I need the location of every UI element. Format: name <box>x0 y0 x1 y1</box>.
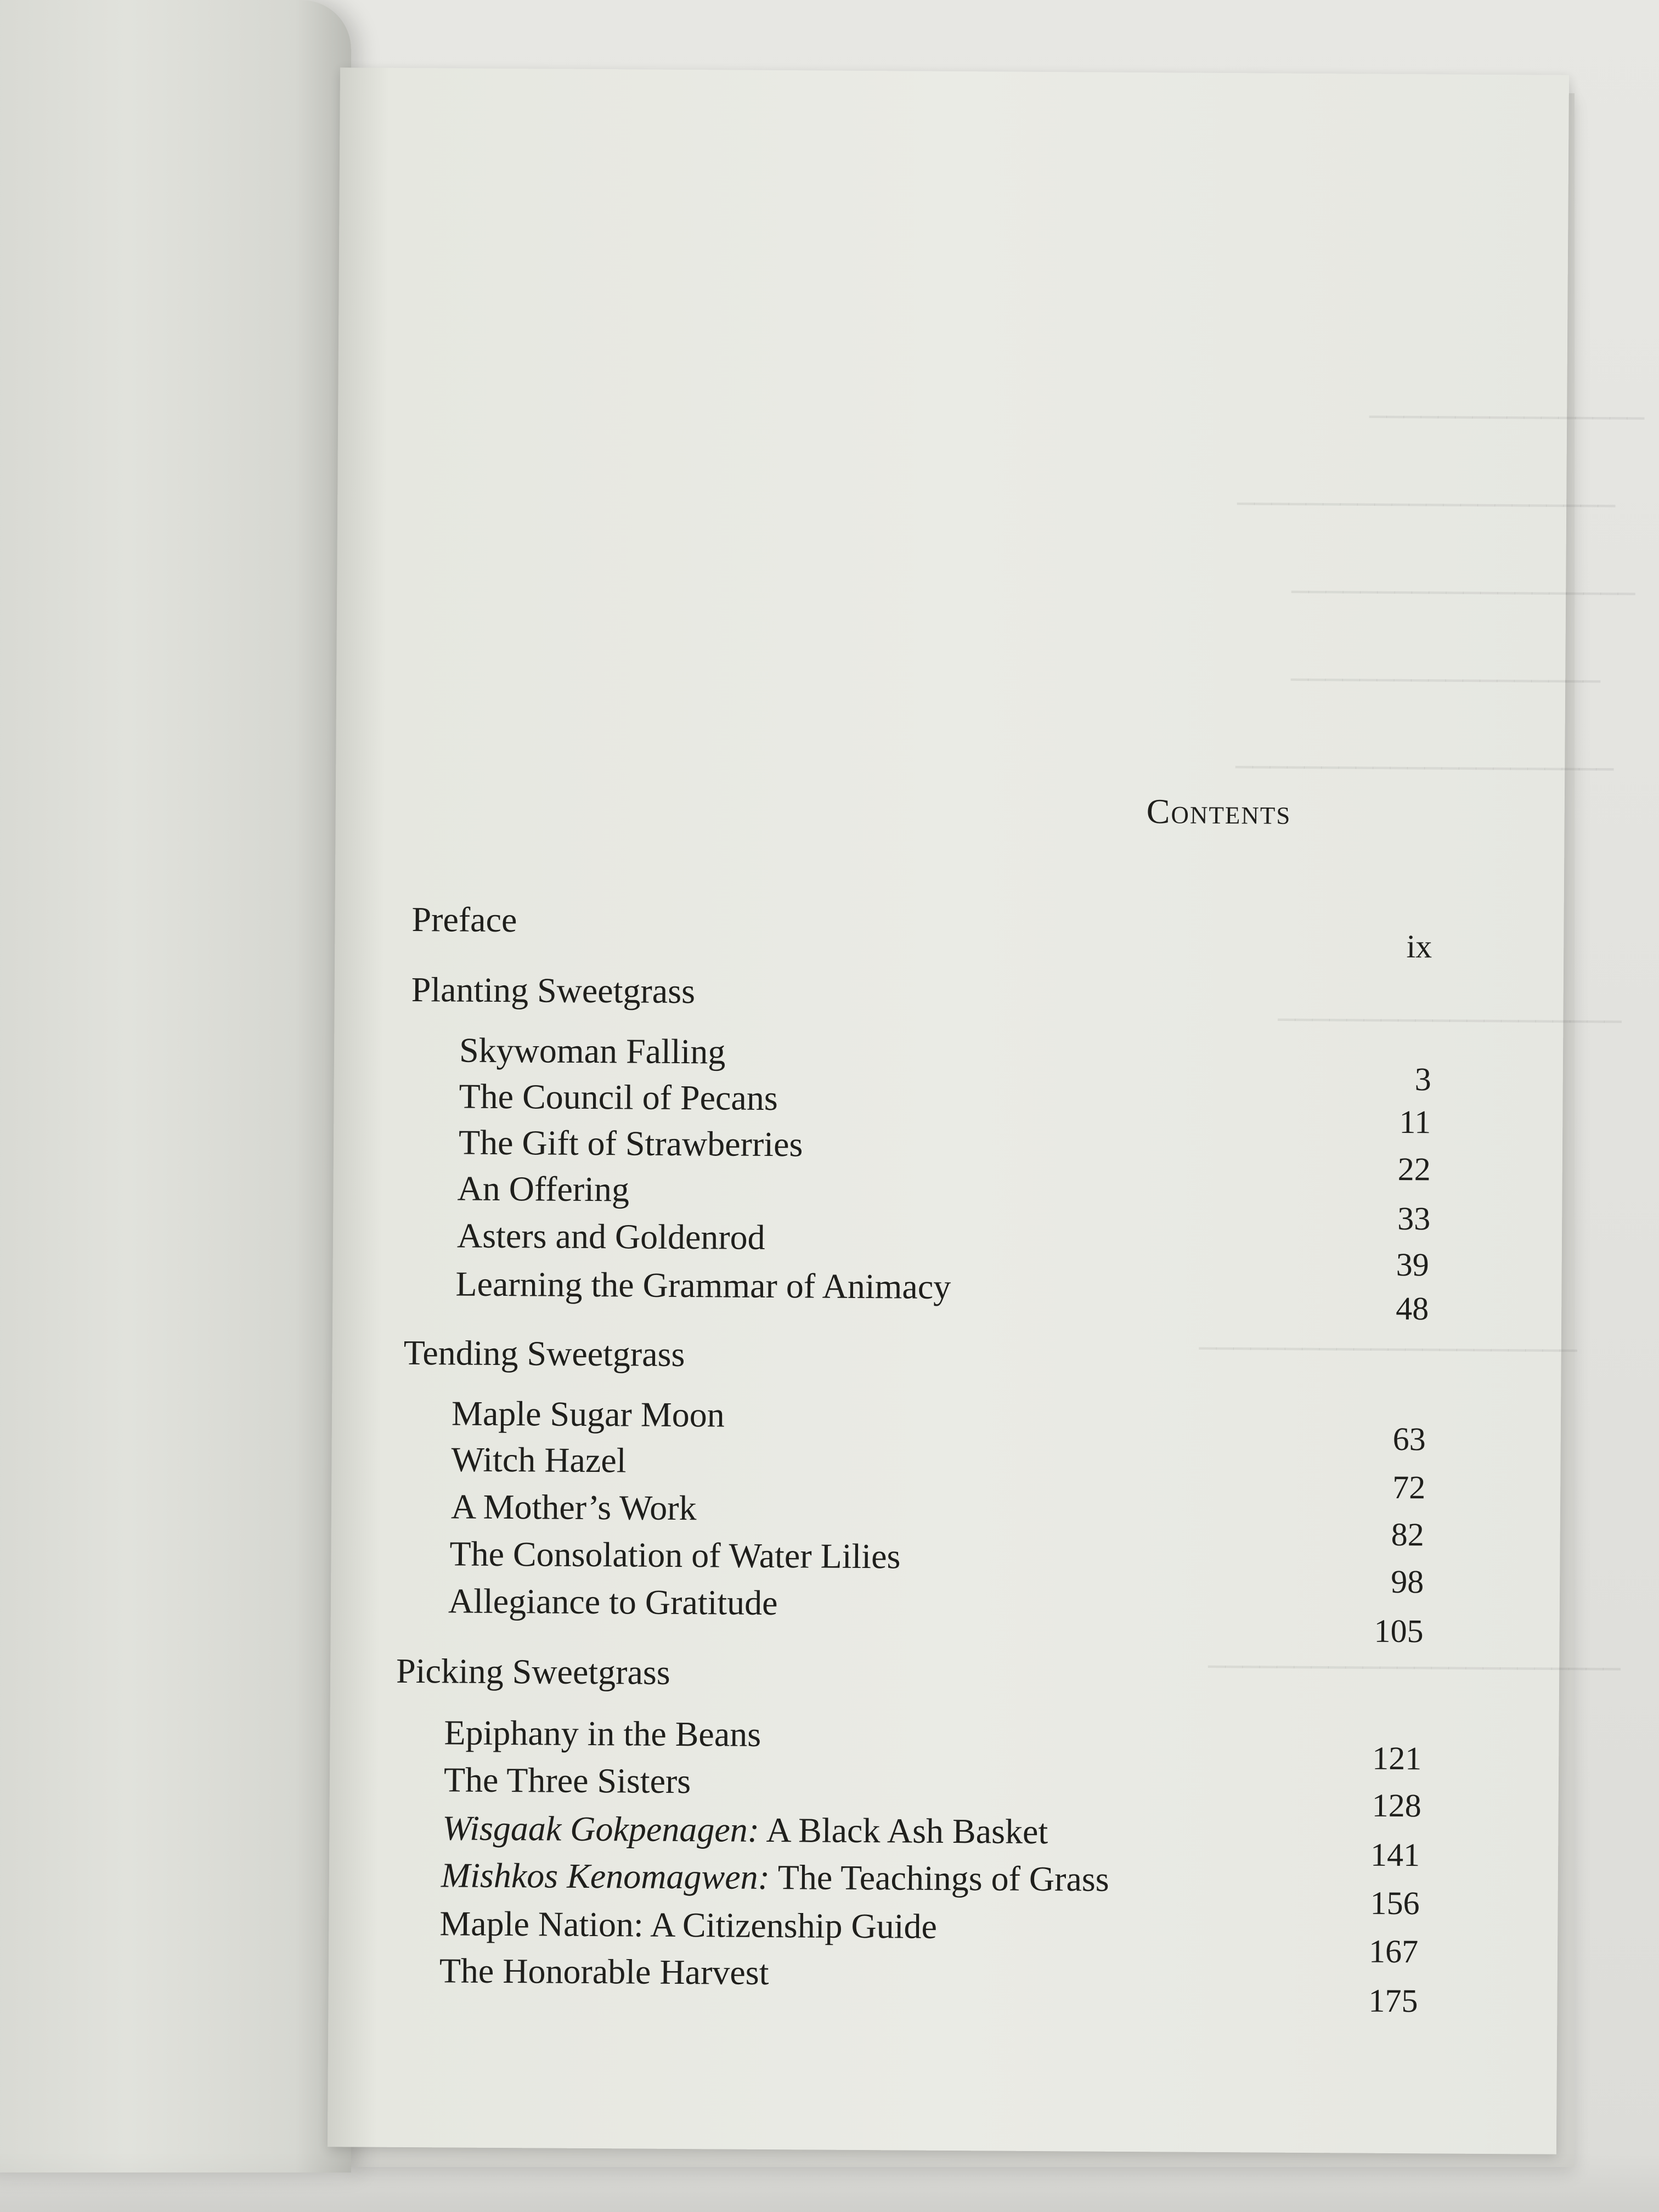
toc-entry: The Council of Pecans <box>459 1076 778 1118</box>
toc-page-number: 105 <box>1374 1612 1424 1650</box>
toc-page-number: 128 <box>1372 1787 1421 1824</box>
toc-page-number: 39 <box>1396 1246 1429 1283</box>
toc-entry: Maple Nation: A Citizenship Guide <box>439 1904 938 1946</box>
toc-entry: Witch Hazel <box>451 1440 627 1480</box>
toc-page-number: 82 <box>1391 1516 1424 1553</box>
section-heading-planting: Planting Sweetgrass <box>411 969 696 1011</box>
bleed-through-text: ──────────────────── <box>1278 1003 1622 1039</box>
toc-entry-wisgaak <box>442 1808 1048 1852</box>
contents-page <box>328 67 1645 2154</box>
bleed-through-text: ──────────────── <box>1369 400 1645 436</box>
bleed-through-text: ──────────────────────── <box>1208 1650 1621 1686</box>
toc-entry: An Offering <box>457 1169 630 1209</box>
toc-page-number: 63 <box>1392 1420 1426 1458</box>
toc-entry: Learning the Grammar of Animacy <box>455 1264 951 1306</box>
bleed-through-text: ──────────────────── <box>1291 575 1635 611</box>
toc-page-number: 175 <box>1368 1982 1418 2019</box>
bleed-through-text: ────────────────── <box>1291 663 1600 699</box>
bleed-through-text: ────────────────────── <box>1199 1332 1577 1368</box>
toc-entry: The Gift of Strawberries <box>458 1122 803 1164</box>
toc-entry-rest: A Black Ash Basket <box>759 1810 1048 1852</box>
toc-entry-mishkos <box>441 1855 1109 1899</box>
toc-page-number: 3 <box>1414 1061 1431 1098</box>
toc-entry-italic-part: Mishkos Kenomagwen: <box>441 1855 770 1897</box>
toc-entry: Maple Sugar Moon <box>451 1393 725 1435</box>
toc-entry: The Three Sisters <box>443 1760 691 1801</box>
toc-page-number: 48 <box>1396 1290 1429 1327</box>
section-heading-tending: Tending Sweetgrass <box>403 1333 685 1374</box>
toc-page-preface: ix <box>1406 928 1432 965</box>
toc-entry: The Consolation of Water Lilies <box>449 1534 901 1576</box>
bleed-through-text: ────────────────────── <box>1235 751 1614 787</box>
toc-page-number: 22 <box>1397 1150 1431 1188</box>
toc-page-number: 11 <box>1399 1103 1431 1141</box>
toc-page-number: 167 <box>1368 1933 1419 1970</box>
toc-entry-rest: The Teachings of Grass <box>769 1858 1109 1899</box>
page-title: Contents <box>1146 792 1291 832</box>
toc-entry: Allegiance to Gratitude <box>448 1581 778 1623</box>
toc-entry: The Honorable Harvest <box>439 1951 769 1992</box>
toc-page-number: 141 <box>1370 1836 1420 1874</box>
left-page <box>0 0 351 2172</box>
toc-page-number: 33 <box>1397 1200 1431 1237</box>
toc-page-number: 98 <box>1390 1563 1424 1600</box>
toc-page-number: 72 <box>1392 1469 1426 1506</box>
toc-entry-preface: Preface <box>411 899 517 940</box>
bleed-through-text: ────────────────────── <box>1237 488 1616 523</box>
toc-page-number: 156 <box>1370 1884 1420 1922</box>
table-of-contents <box>328 67 1569 2154</box>
toc-entry-italic-part: Wisgaak Gokpenagen: <box>442 1808 760 1849</box>
section-heading-picking: Picking Sweetgrass <box>396 1651 670 1692</box>
bottom-shadow <box>0 2152 1659 2212</box>
toc-page-number: 121 <box>1372 1740 1422 1777</box>
toc-entry: Epiphany in the Beans <box>444 1713 761 1754</box>
toc-entry: Asters and Goldenrod <box>456 1216 765 1257</box>
toc-entry: Skywoman Falling <box>459 1030 726 1071</box>
toc-entry: A Mother’s Work <box>450 1487 697 1528</box>
